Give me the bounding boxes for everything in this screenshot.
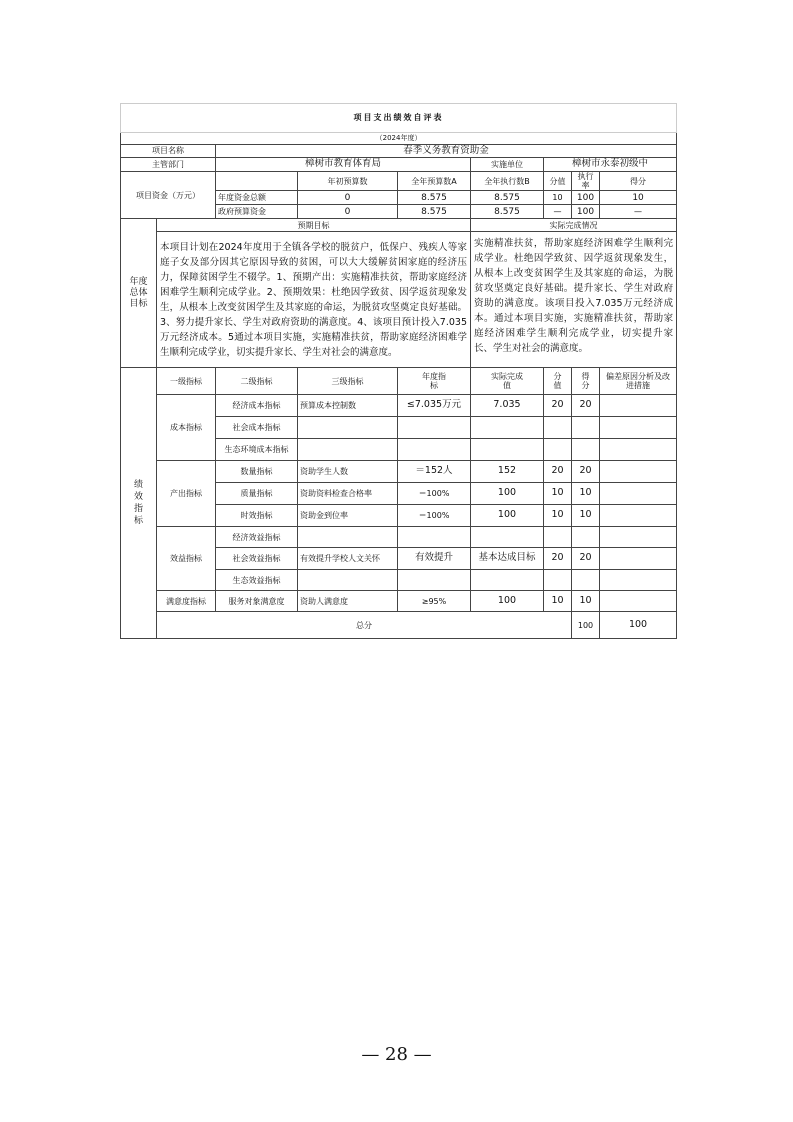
- perf-label-text: 绩效指标: [133, 480, 143, 527]
- funds-row-label: 政府预算资金: [216, 205, 298, 219]
- perf-got: 10: [572, 591, 600, 612]
- funds-cell: 8.575: [398, 191, 471, 205]
- perf-header: 一级指标: [157, 368, 216, 395]
- funds-cell: —: [544, 205, 572, 219]
- funds-cell: 100: [572, 205, 600, 219]
- form-year: （2024年度）: [121, 133, 677, 145]
- perf-header: 二级指标: [216, 368, 298, 395]
- funds-cell: 8.575: [471, 191, 544, 205]
- perf-note: [600, 417, 677, 439]
- perf-score: [544, 527, 572, 548]
- project-name: 春季义务教育资助金: [216, 145, 677, 158]
- perf-actual: [471, 527, 544, 548]
- perf-score: [544, 417, 572, 439]
- perf-l2: 经济成本指标: [216, 395, 298, 417]
- perf-actual: 152: [471, 461, 544, 483]
- perf-score: 10: [544, 505, 572, 527]
- perf-note: [600, 461, 677, 483]
- perf-l3: [298, 439, 398, 461]
- perf-score: 20: [544, 395, 572, 417]
- perf-actual: [471, 570, 544, 591]
- project-name-label: 项目名称: [121, 145, 216, 158]
- funds-header: 得分: [600, 172, 677, 191]
- perf-l2: 质量指标: [216, 483, 298, 505]
- perf-score: 10: [544, 591, 572, 612]
- dept-name: 樟树市教育体育局: [216, 158, 471, 172]
- perf-note: [600, 505, 677, 527]
- perf-note: [600, 548, 677, 570]
- perf-target: [398, 527, 471, 548]
- perf-note: [600, 483, 677, 505]
- perf-note: [600, 439, 677, 461]
- perf-l2: 生态效益指标: [216, 570, 298, 591]
- perf-l2: 生态环境成本指标: [216, 439, 298, 461]
- perf-header: [544, 368, 572, 395]
- perf-actual: [471, 439, 544, 461]
- perf-score: 20: [544, 548, 572, 570]
- funds-cell: 8.575: [398, 205, 471, 219]
- dept-label: 主管部门: [121, 158, 216, 172]
- perf-target: [398, 570, 471, 591]
- funds-cell: 100: [572, 191, 600, 205]
- perf-header: [600, 368, 677, 395]
- perf-header: 三级指标: [298, 368, 398, 395]
- perf-group: 效益指标: [157, 527, 216, 591]
- expected-label: 预期目标: [157, 219, 471, 232]
- perf-group: 产出指标: [157, 461, 216, 527]
- perf-l3: 资助学生人数: [298, 461, 398, 483]
- perf-actual: 100: [471, 483, 544, 505]
- funds-label: 项目资金（万元）: [121, 172, 216, 219]
- perf-group: 成本指标: [157, 395, 216, 461]
- funds-cell: 0: [298, 205, 398, 219]
- perf-note: [600, 570, 677, 591]
- perf-got: [572, 570, 600, 591]
- funds-header: 分值: [544, 172, 572, 191]
- page-number: — 28 —: [361, 1044, 432, 1065]
- funds-cell: 0: [298, 191, 398, 205]
- impl-name: 樟树市永泰初级中: [544, 158, 677, 172]
- perf-got: 20: [572, 548, 600, 570]
- perf-note: [600, 591, 677, 612]
- perf-l3: [298, 527, 398, 548]
- actual-label: 实际完成情况: [471, 219, 677, 232]
- perf-actual: 100: [471, 505, 544, 527]
- perf-actual: [471, 417, 544, 439]
- funds-cell: 8.575: [471, 205, 544, 219]
- perf-header: [572, 368, 600, 395]
- perf-header: [398, 368, 471, 395]
- perf-label: [121, 368, 157, 639]
- perf-score: [544, 570, 572, 591]
- perf-target: [398, 439, 471, 461]
- perf-target: ＝100%: [398, 483, 471, 505]
- perf-target: 有效提升: [398, 548, 471, 570]
- perf-target: ＝152人: [398, 461, 471, 483]
- evaluation-table: [120, 103, 677, 639]
- total-label: 总分: [157, 612, 572, 639]
- perf-l3: [298, 417, 398, 439]
- perf-got: [572, 439, 600, 461]
- perf-got: [572, 417, 600, 439]
- perf-got: 20: [572, 395, 600, 417]
- perf-score: 20: [544, 461, 572, 483]
- funds-header: 全年预算数A: [398, 172, 471, 191]
- funds-cell: —: [600, 205, 677, 219]
- perf-target: ＝100%: [398, 505, 471, 527]
- funds-header-blank: [216, 172, 298, 191]
- perf-target: ≤7.035万元: [398, 395, 471, 417]
- perf-l3: 有效提升学校人文关怀: [298, 548, 398, 570]
- self-evaluation-form: [120, 103, 676, 639]
- perf-header-text: 得分: [581, 372, 590, 391]
- funds-row-label: 年度资金总额: [216, 191, 298, 205]
- funds-cell: 10: [544, 191, 572, 205]
- perf-score: 10: [544, 483, 572, 505]
- perf-header-text: 实际完成值: [491, 372, 523, 391]
- goals-label: [121, 219, 157, 368]
- perf-header: [471, 368, 544, 395]
- perf-got: 10: [572, 483, 600, 505]
- perf-actual: 100: [471, 591, 544, 612]
- perf-target: [398, 417, 471, 439]
- total-score: 100: [572, 612, 600, 639]
- funds-header: 执行率: [572, 172, 600, 191]
- perf-header-text: 年度指标: [422, 372, 446, 391]
- funds-cell: 10: [600, 191, 677, 205]
- funds-header: 年初预算数: [298, 172, 398, 191]
- total-got: 100: [600, 612, 677, 639]
- perf-note: [600, 527, 677, 548]
- impl-label: 实施单位: [471, 158, 544, 172]
- expected-goal-text: 本项目计划在2024年度用于全镇各学校的脱贫户，低保户、残疾人等家庭子女及部分因其它原因导致的贫困，可以大大缓解贫困家庭的经济压力，保障贫困学生不辍学。1、预期产出：实施精准扶贫，帮助家庭经济困难学生顺利完成学业。2、预期效果：杜绝因学致贫、因学返贫现象发生，从根本上改变贫困学生及其家庭的命运，为脱贫攻坚奠定良好基础。3、努力提升家长、学生对政府资助的满意度。4、该项目预计投入7.035万元经济成本。5通过本项目实施，实施精准扶贫，帮助家庭经济困难学生顺利完成学业，切实提升家长、学生对社会的满意度。: [157, 232, 471, 368]
- perf-got: 20: [572, 461, 600, 483]
- perf-l3: 资助资料检查合格率: [298, 483, 398, 505]
- funds-header: 全年执行数B: [471, 172, 544, 191]
- perf-l2: 服务对象满意度: [216, 591, 298, 612]
- perf-actual: 7.035: [471, 395, 544, 417]
- perf-l2: 社会成本指标: [216, 417, 298, 439]
- perf-l2: 时效指标: [216, 505, 298, 527]
- perf-l2: 数量指标: [216, 461, 298, 483]
- perf-header-text: 偏差原因分析及改进措施: [606, 372, 671, 391]
- perf-target: ≥95%: [398, 591, 471, 612]
- perf-note: [600, 395, 677, 417]
- perf-actual: 基本达成目标: [471, 548, 544, 570]
- goals-label-text: 年度总体目标: [129, 276, 148, 309]
- perf-group: 满意度指标: [157, 591, 216, 612]
- perf-l3: 预算成本控制数: [298, 395, 398, 417]
- perf-got: [572, 527, 600, 548]
- perf-score: [544, 439, 572, 461]
- perf-l3: [298, 570, 398, 591]
- perf-l3: 资助金到位率: [298, 505, 398, 527]
- actual-result-text: 实施精准扶贫，帮助家庭经济困难学生顺利完成学业。杜绝因学致贫、因学返贫现象发生，从根本上改变贫困学生及其家庭的命运，为脱贫攻坚奠定良好基础。提升家长、学生对政府资助的满意度。该项目投入7.035万元经济成本。通过本项目实施，实施精准扶贫，帮助家庭经济困难学生顺利完成学业，切实提升家长、学生对社会的满意度。: [471, 232, 677, 368]
- perf-l2: 经济效益指标: [216, 527, 298, 548]
- form-title: 项目支出绩效自评表: [121, 104, 677, 133]
- perf-l3: 资助人满意度: [298, 591, 398, 612]
- perf-l2: 社会效益指标: [216, 548, 298, 570]
- perf-header-text: 分值: [553, 372, 562, 391]
- perf-got: 10: [572, 505, 600, 527]
